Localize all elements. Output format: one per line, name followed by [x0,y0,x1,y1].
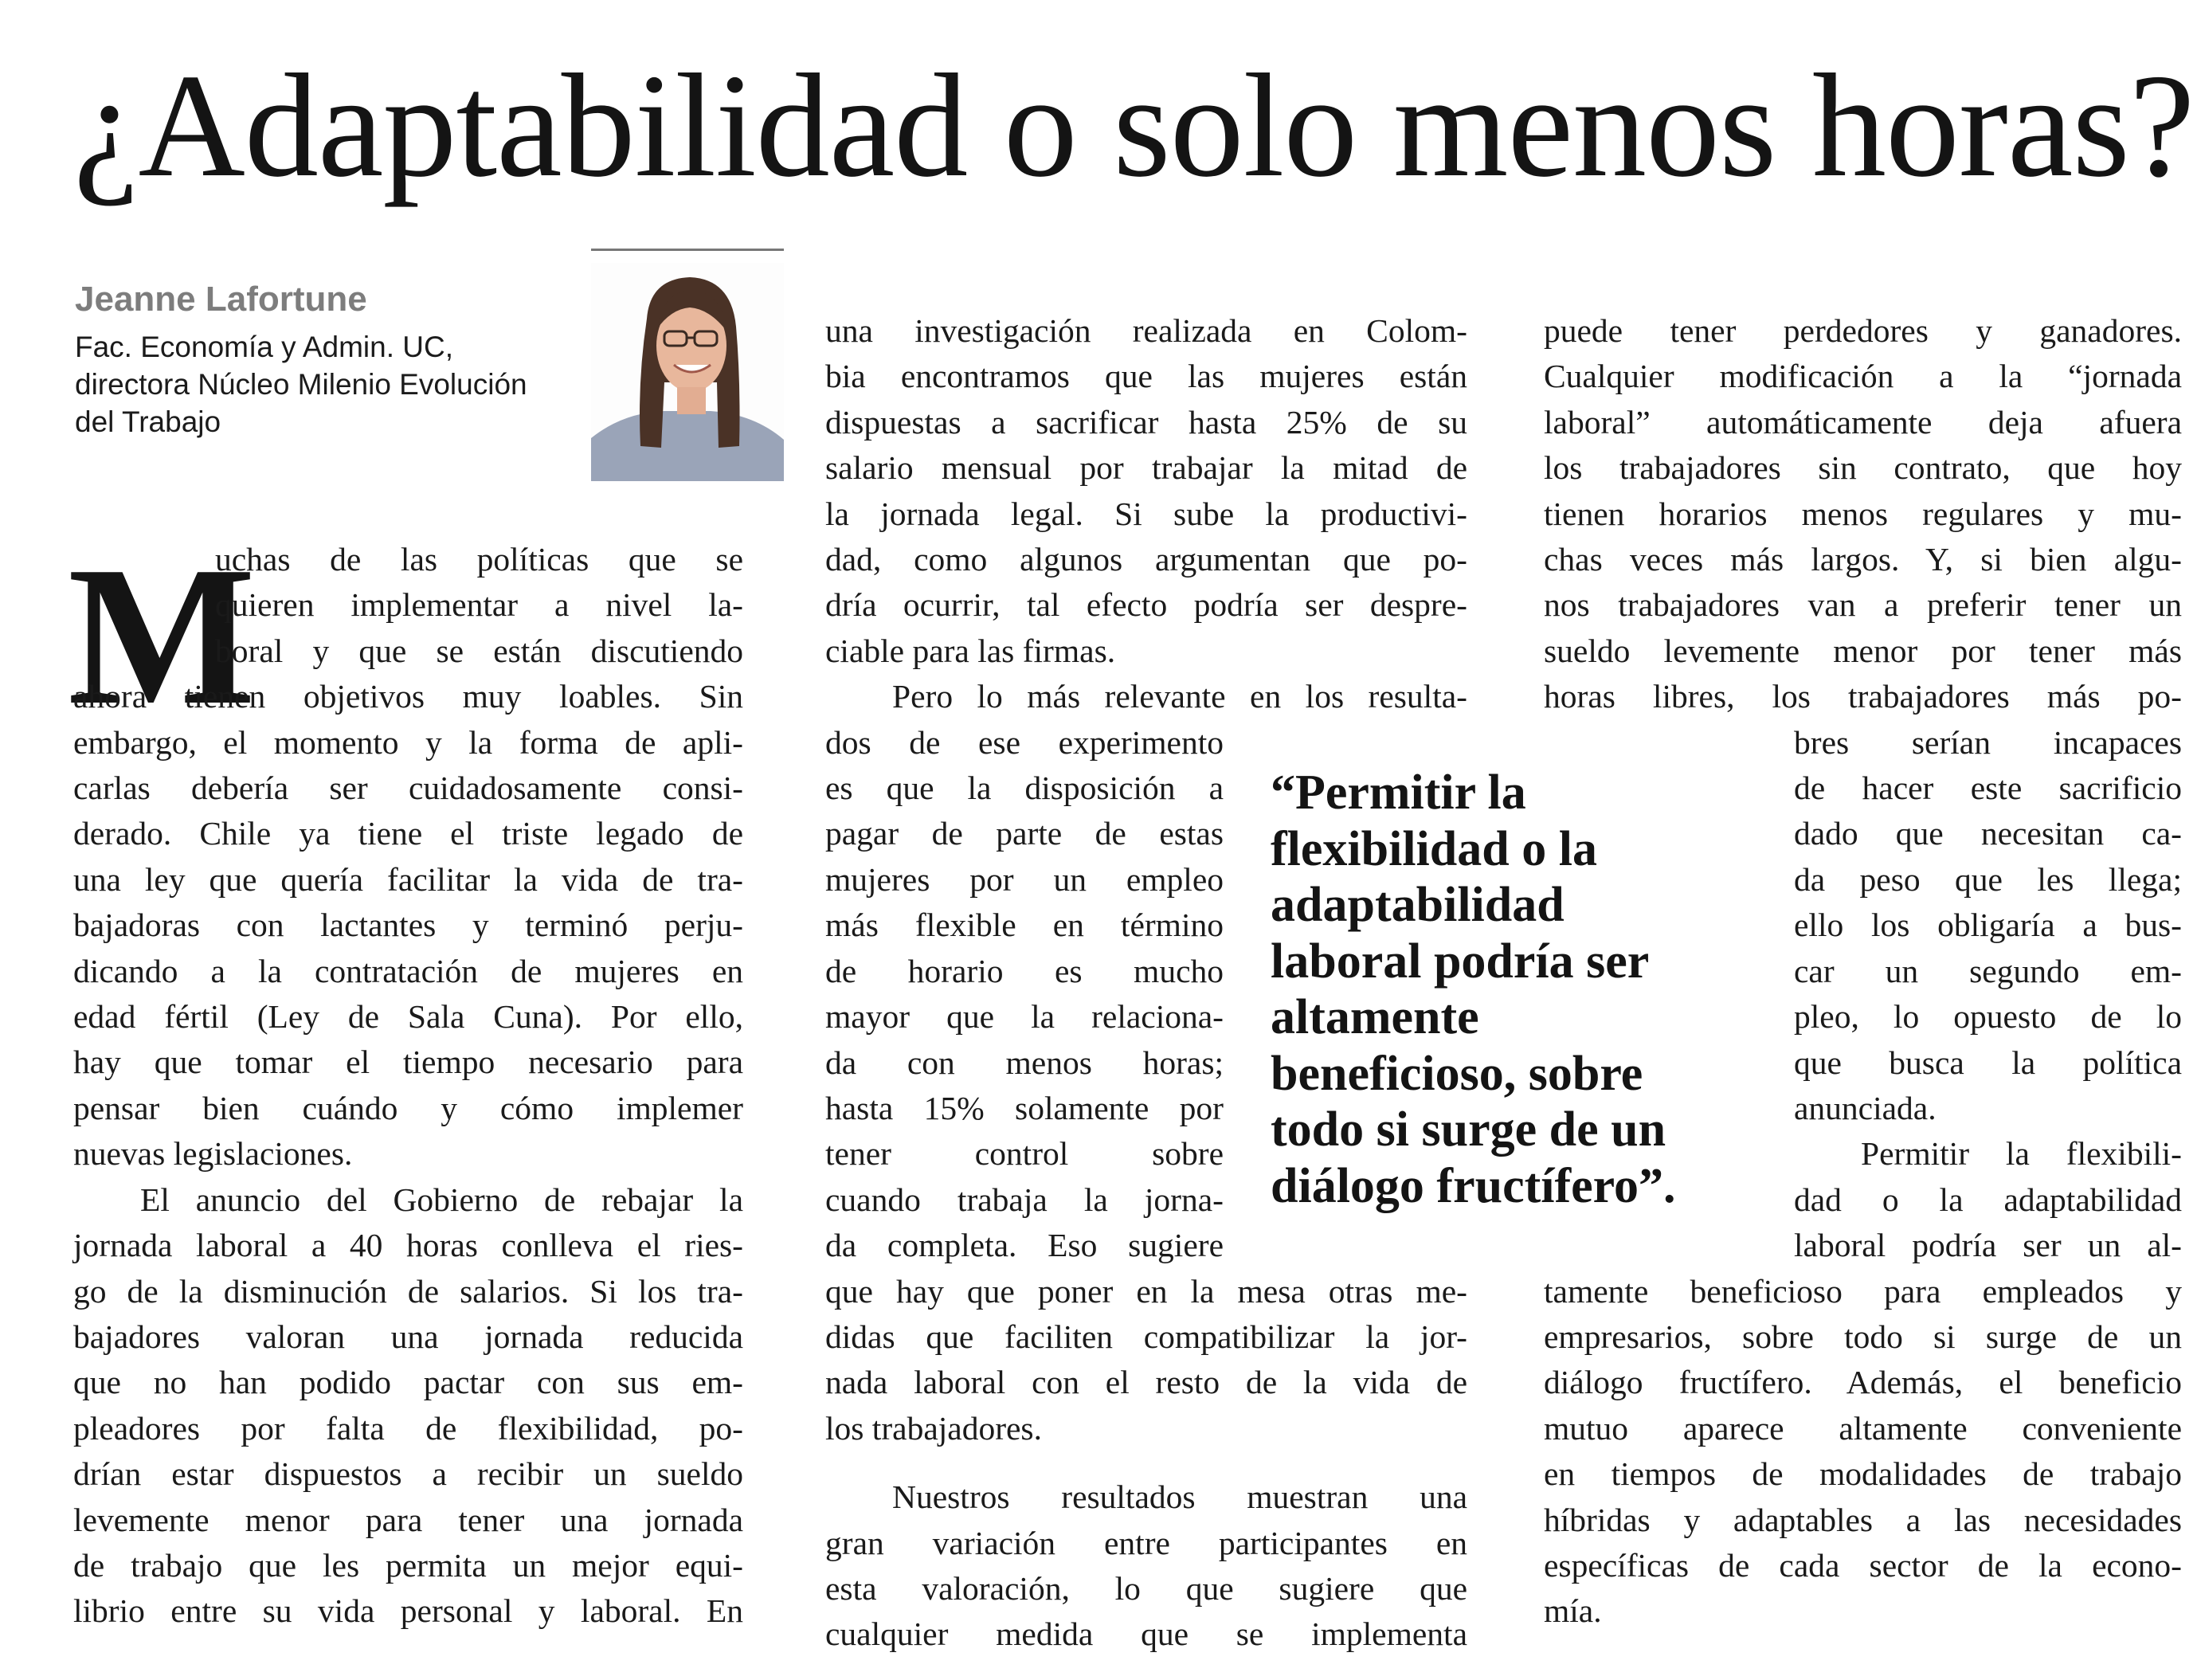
text-line: cuando trabaja la jorna- [825,1181,1224,1218]
text-line: didas que faciliten compatibilizar la jor- [825,1318,1467,1355]
paragraph [825,1474,1467,1658]
paragraph [73,674,743,1177]
text-line: quieren implementar a nivel la- [215,586,743,624]
author-name: Jeanne Lafortune [75,280,367,319]
author-role-line: directora Núcleo Milenio Evolución [75,367,527,401]
text-line: dicando a la contratación de mujeres en [73,952,743,989]
photo-top-rule [591,249,784,251]
text-line: hasta 15% solamente por [825,1089,1224,1126]
text-line: la jornada legal. Si sube la productivi- [825,495,1467,532]
text-line: pagar de parte de estas [825,815,1224,852]
text-line: dría ocurrir, tal efecto podría ser despre- [825,586,1467,624]
pull-quote-line: “Permitir la [1271,766,1526,820]
text-line: bres serían incapaces [1794,723,2182,761]
text-line: pleo, lo opuesto de lo [1794,998,2182,1036]
text-line: mayor que la relaciona- [825,998,1224,1036]
column-3 [1544,308,2182,1635]
text-line: salario mensual por trabajar la mitad de [825,449,1467,487]
text-line: chas veces más largos. Y, si bien algu- [1544,541,2182,578]
pull-quote-line: laboral podría ser [1271,934,1650,989]
text-line: librio entre su vida personal y laboral. En [73,1592,743,1630]
text-line: de trabajo que les permita un mejor equi- [73,1546,743,1584]
text-line: en tiempos de modalidades de trabajo [1544,1455,2182,1493]
text-line: Pero lo más relevante en los resulta- [892,678,1467,715]
text-line: híbridas y adaptables a las necesidades [1544,1501,2182,1538]
text-line: Nuestros resultados muestran una [892,1478,1467,1516]
text-line: carlas debería ser cuidadosamente consi- [73,770,743,807]
text-line: que hay que poner en la mesa otras me- [825,1272,1467,1310]
paragraph [73,1177,743,1635]
text-line: nada laboral con el resto de la vida de [825,1364,1467,1401]
text-line: sueldo levemente menor por tener más [1544,632,2182,669]
text-line: nos trabajadores van a preferir tener un [1544,586,2182,624]
text-line: tienen horarios menos regulares y mu- [1544,495,2182,532]
author-portrait [591,263,784,481]
paragraph [825,308,1467,674]
text-line: da peso que les llega; [1794,860,2182,898]
text-line: dos de ese experimento [825,723,1224,761]
text-line: cualquier medida que se implementa [825,1615,1467,1653]
paragraph [1544,308,2182,1131]
text-line: embargo, el momento y la forma de apli- [73,723,743,761]
text-line: pleadores por falta de flexibilidad, po- [73,1409,743,1447]
text-line: horas libres, los trabajadores más po- [1544,678,2182,715]
text-line: dado que necesitan ca- [1794,815,2182,852]
text-line: boral y que se están discutiendo [215,632,743,669]
text-line: laboral podría ser un al- [1794,1227,2182,1264]
author-block [75,279,601,441]
author-role-line: Fac. Economía y Admin. UC, [75,330,454,363]
text-line: específicas de cada sector de la econo- [1544,1546,2182,1584]
text-line: ello los obligaría a bus- [1794,907,2182,944]
text-line: edad fértil (Ley de Sala Cuna). Por ello, [73,998,743,1036]
text-line: puede tener perdedores y ganadores. [1544,312,2182,349]
text-line: El anuncio del Gobierno de rebajar la [140,1181,743,1218]
pull-quote-line: flexibilidad o la [1271,821,1597,876]
text-line: bajadoras con lactantes y terminó perju- [73,907,743,944]
pull-quote-line: adaptabilidad [1271,878,1565,932]
text-line: car un segundo em- [1794,952,2182,989]
column-1 [73,537,743,1635]
pull-quote-line: altamente [1271,990,1479,1044]
text-line: da con menos horas; [825,1044,1224,1081]
text-line: pensar bien cuándo y cómo implemer [73,1089,743,1126]
pull-quote-line: beneficioso, sobre [1271,1046,1643,1101]
text-line: levemente menor para tener una jornada [73,1501,743,1538]
pull-quote-line: todo si surge de un [1271,1102,1666,1157]
text-line: tener control sobre [825,1135,1224,1173]
text-line: es que la disposición a [825,770,1224,807]
text-line: bajadores valoran una jornada reducida [73,1318,743,1355]
text-line: una ley que quería facilitar la vida de tra- [73,860,743,898]
text-line: dad o la adaptabilidad [1794,1181,2182,1218]
text-line: tamente beneficioso para empleados y [1544,1272,2182,1310]
wrap-around-pullquote [825,720,1224,1269]
text-line: una investigación realizada en Colom- [825,312,1467,349]
text-line: gran variación entre participantes en [825,1524,1467,1561]
pull-quote-line: diálogo fructífero”. [1271,1158,1676,1213]
text-line: bia encontramos que las mujeres están [825,358,1467,395]
wrap-around-pullquote [1794,1131,2182,1268]
text-line: jornada laboral a 40 horas conlleva el ries- [73,1227,743,1264]
text-line: hay que tomar el tiempo necesario para [73,1044,743,1081]
text-line: que no han podido pactar con sus em- [73,1364,743,1401]
text-line: mía. [1544,1592,1602,1630]
text-line: Permitir la flexibili- [1861,1135,2182,1173]
text-line: mujeres por un empleo [825,860,1224,898]
text-line: laboral” automáticamente deja afuera [1544,403,2182,441]
text-line: que busca la política [1794,1044,2182,1081]
text-line: anunciada. [1794,1089,1937,1126]
text-line: dispuestas a sacrificar hasta 25% de su [825,403,1467,441]
text-line: da completa. Eso sugiere [825,1227,1224,1264]
text-line: ahora tienen objetivos muy loables. Sin [73,678,743,715]
text-line: dad, como algunos argumentan que po- [825,541,1467,578]
text-line: empresarios, sobre todo si surge de un [1544,1318,2182,1355]
paragraph [1544,1131,2182,1634]
drop-cap: M [68,526,256,746]
text-line: Cualquier modificación a la “jornada [1544,358,2182,395]
text-line: go de la disminución de salarios. Si los tra- [73,1272,743,1310]
text-line: uchas de las políticas que se [215,541,743,578]
headline: ¿Adaptabilidad o solo menos horas? [73,44,2195,208]
text-line: esta valoración, lo que sugiere que [825,1569,1467,1607]
text-line: nuevas legislaciones. [73,1135,353,1173]
text-line: mutuo aparece altamente conveniente [1544,1409,2182,1447]
paragraph [215,537,743,674]
text-line: de hacer este sacrificio [1794,770,2182,807]
text-line: los trabajadores. [825,1409,1042,1447]
text-line: más flexible en término [825,907,1224,944]
text-line: los trabajadores sin contrato, que hoy [1544,449,2182,487]
wrap-around-pullquote [1794,720,2182,1132]
text-line: drían estar dispuestos a recibir un sueldo [73,1455,743,1493]
author-role-line: del Trabajo [75,405,221,438]
text-line: derado. Chile ya tiene el triste legado de [73,815,743,852]
text-line: ciable para las firmas. [825,632,1116,669]
author-role [75,329,601,441]
text-line: de horario es mucho [825,952,1224,989]
text-line: diálogo fructífero. Además, el beneficio [1544,1364,2182,1401]
